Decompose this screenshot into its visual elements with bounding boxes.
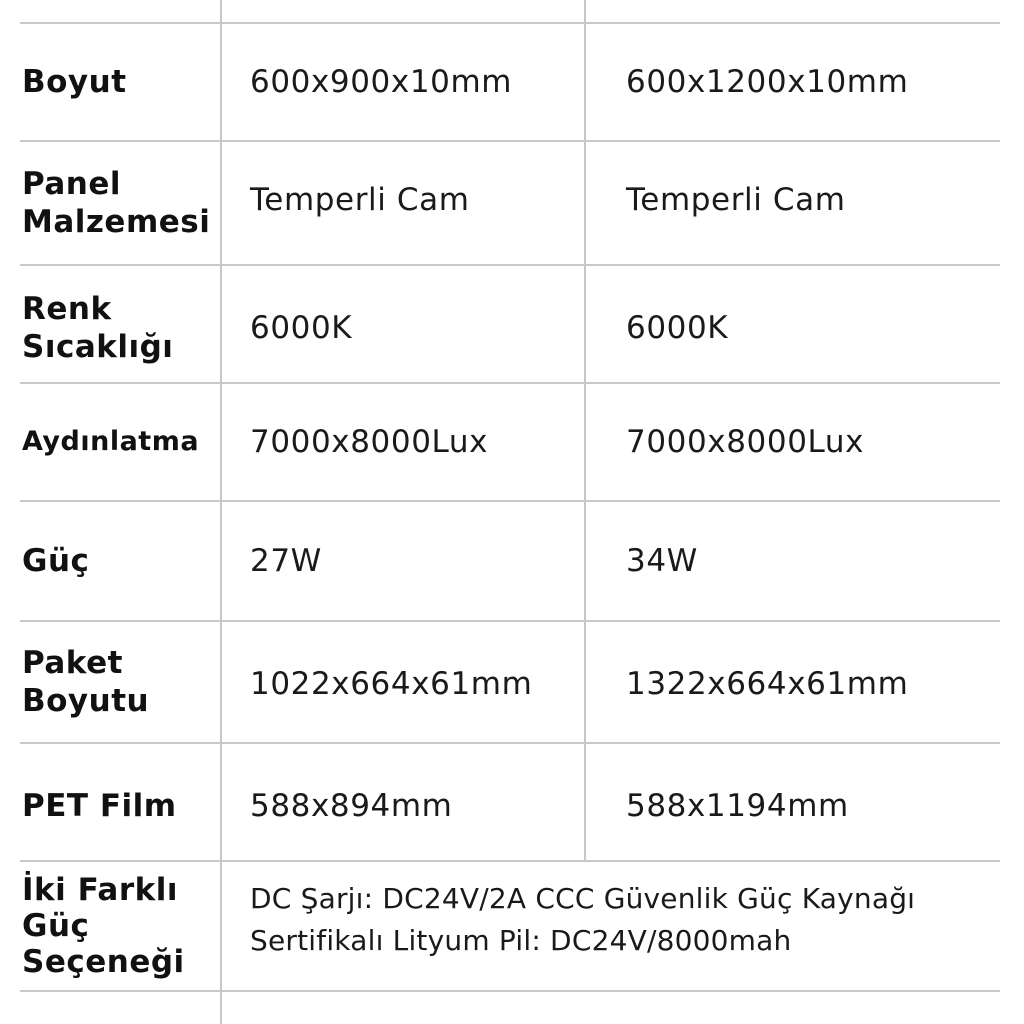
package-size-value-600x900: 1022x664x61mm [250,666,533,702]
battery-line: Sertifikalı Lityum Pil: DC24V/8000mah [250,924,792,957]
dc-charging-line: DC Şarjı: DC24V/2A CCC Güvenlik Güç Kaynağı [250,882,916,915]
power-value-600x900: 27W [250,543,322,579]
column-divider [220,0,222,1024]
row-label-pet-film: PET Film [22,788,177,824]
size-value-600x900: 600x900x10mm [250,64,513,100]
row-label-boyut: Boyut [22,64,127,100]
pet-film-value-600x1200: 588x1194mm [626,788,849,824]
row-label-power-options: İki Farklı Güç Seçeneği [22,872,185,980]
row-divider [20,990,1000,992]
color-temperature-value-600x1200: 6000K [626,310,729,346]
row-label-renk-sicakligi: Renk Sıcaklığı [22,291,174,365]
package-size-value-600x1200: 1322x664x61mm [626,666,909,702]
power-options-description [250,862,1020,978]
row-label-panel-malzemesi: Panel Malzemesi [22,166,211,240]
illumination-value-600x1200: 7000x8000Lux [626,424,865,460]
panel-material-value-600x1200: Temperli Cam [626,182,846,218]
illumination-value-600x900: 7000x8000Lux [250,424,489,460]
panel-material-value-600x900: Temperli Cam [250,182,470,218]
color-temperature-value-600x900: 6000K [250,310,353,346]
pet-film-value-600x900: 588x894mm [250,788,453,824]
row-label-guc: Güç [22,543,90,579]
row-label-paket-boyutu: Paket Boyutu [22,645,150,719]
column-divider [584,0,586,861]
row-label-aydinlatma: Aydınlatma [22,426,200,457]
power-value-600x1200: 34W [626,543,698,579]
size-value-600x1200: 600x1200x10mm [626,64,909,100]
